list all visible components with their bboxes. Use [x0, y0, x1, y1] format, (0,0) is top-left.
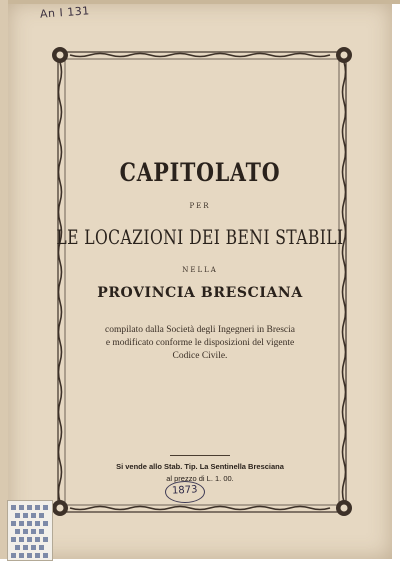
library-label: [7, 500, 53, 561]
imprint-line-2: al prezzo di L. 1. 00.: [166, 474, 234, 483]
imprint-block: [0, 461, 400, 485]
connector-per: PER: [189, 202, 211, 210]
document-subtitle: LE LOCAZIONI DEI BENI STABILI: [56, 225, 344, 249]
handwritten-year: 1873: [171, 484, 198, 497]
description-line-3: Codice Civile.: [172, 351, 228, 361]
province-name: PROVINCIA BRESCIANA: [97, 285, 303, 301]
imprint-line-1: Si vende allo Stab. Tip. La Sentinella Bresciana: [116, 462, 284, 471]
library-label-pattern: [8, 501, 52, 560]
imprint-divider: [170, 455, 230, 456]
description-line-2: e modificato conforme le disposizioni del vigente: [105, 338, 295, 348]
description-block: [0, 324, 400, 363]
document-title: CAPITOLATO: [119, 158, 281, 187]
handwritten-shelfmark: An I 131: [39, 4, 91, 21]
description-line-1: compilato dalla Società degli Ingegneri in Brescia: [105, 325, 295, 335]
connector-nella: NELLA: [182, 266, 218, 274]
